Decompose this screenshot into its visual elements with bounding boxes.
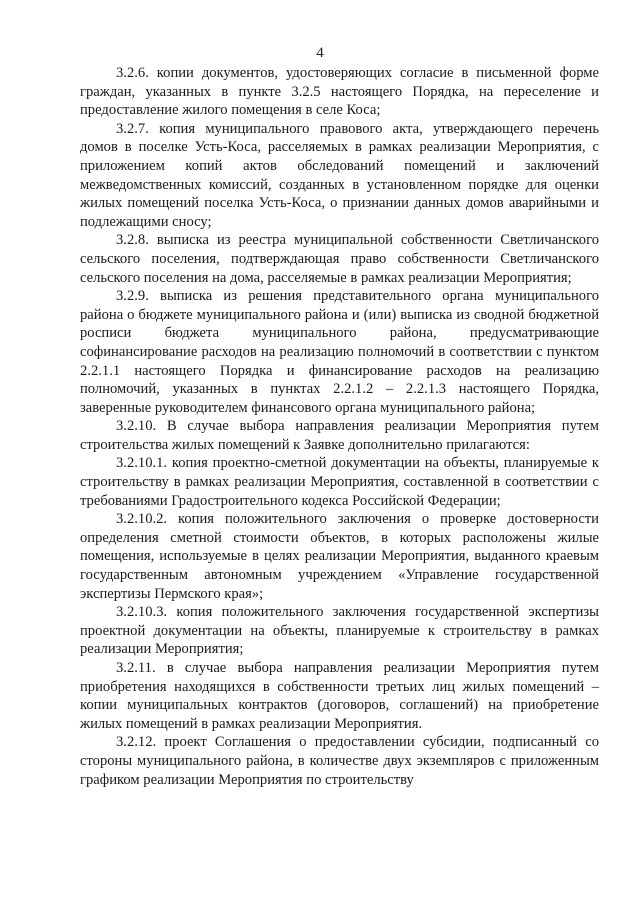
paragraph-3-2-8: 3.2.8. выписка из реестра муниципальной собственности Светличанского сельского поселения, подтверждающая право собственности Светличанского сельского поселения на дома, расселяемые в рамках реализации Мероприятия; [80,232,599,286]
paragraph-3-2-11: 3.2.11. в случае выбора направления реализации Мероприятия путем приобретения находящихся в собственности третьих лиц жилых помещений – копии муниципальных контрактов (договоров, соглашений) на приобретение жилых помещений в рамках реализации Мероприятия. [80,660,599,732]
paragraph-3-2-10-3: 3.2.10.3. копия положительного заключения государственной экспертизы проектной документации на объекты, планируемые к строительству в рамках реализации Мероприятия; [80,604,599,658]
document-body [80,64,599,789]
paragraph-3-2-10: 3.2.10. В случае выбора направления реализации Мероприятия путем строительства жилых помещений к Заявке дополнительно прилагаются: [80,418,599,453]
paragraph-3-2-10-2: 3.2.10.2. копия положительного заключения о проверке достоверности определения сметной стоимости объектов, в которых расположены жилые помещения, используемые в целях реализации Мероприятия, выданного краевым государственным автономным учреждением «Управление государственной экспертизы Пермского края»; [80,511,599,602]
paragraph-3-2-12: 3.2.12. проект Соглашения о предоставлении субсидии, подписанный со стороны муниципального района, в количестве двух экземпляров с приложенным графиком реализации Мероприятия по строительству [80,734,599,788]
paragraph-3-2-7: 3.2.7. копия муниципального правового акта, утверждающего перечень домов в поселке Усть-Коса, расселяемых в рамках реализации Мероприятия, с приложением копий актов обследований помещений и заключений межведомственных комиссий, созданных в установленном порядке для оценки жилых помещений поселка Усть-Коса, о признании данных домов аварийными и подлежащими сносу; [80,120,599,230]
page-number: 4 [316,45,324,61]
paragraph-3-2-10-1: 3.2.10.1. копия проектно-сметной документации на объекты, планируемые к строительству в рамках реализации Мероприятия, составленной в соответствии с требованиями Градостроительного кодекса Российской Федерации; [80,455,599,509]
paragraph-3-2-6: 3.2.6. копии документов, удостоверяющих согласие в письменной форме граждан, указанных в пункте 3.2.5 настоящего Порядка, на переселение и предоставление жилого помещения в селе Коса; [80,65,599,119]
paragraph-3-2-9: 3.2.9. выписка из решения представительного органа муниципального района о бюджете муниципального района и (или) выписка из сводной бюджетной росписи бюджета муниципального района, предусматривающие софинансирование расходов на реализацию полномочий в соответствии с пунктом 2.2.1.1 настоящего Порядка и финансирование расходов на реализацию полномочий, указанных в пунктах 2.2.1.2 – 2.2.1.3 настоящего Порядка, заверенные руководителем финансового органа муниципального района; [80,288,599,416]
